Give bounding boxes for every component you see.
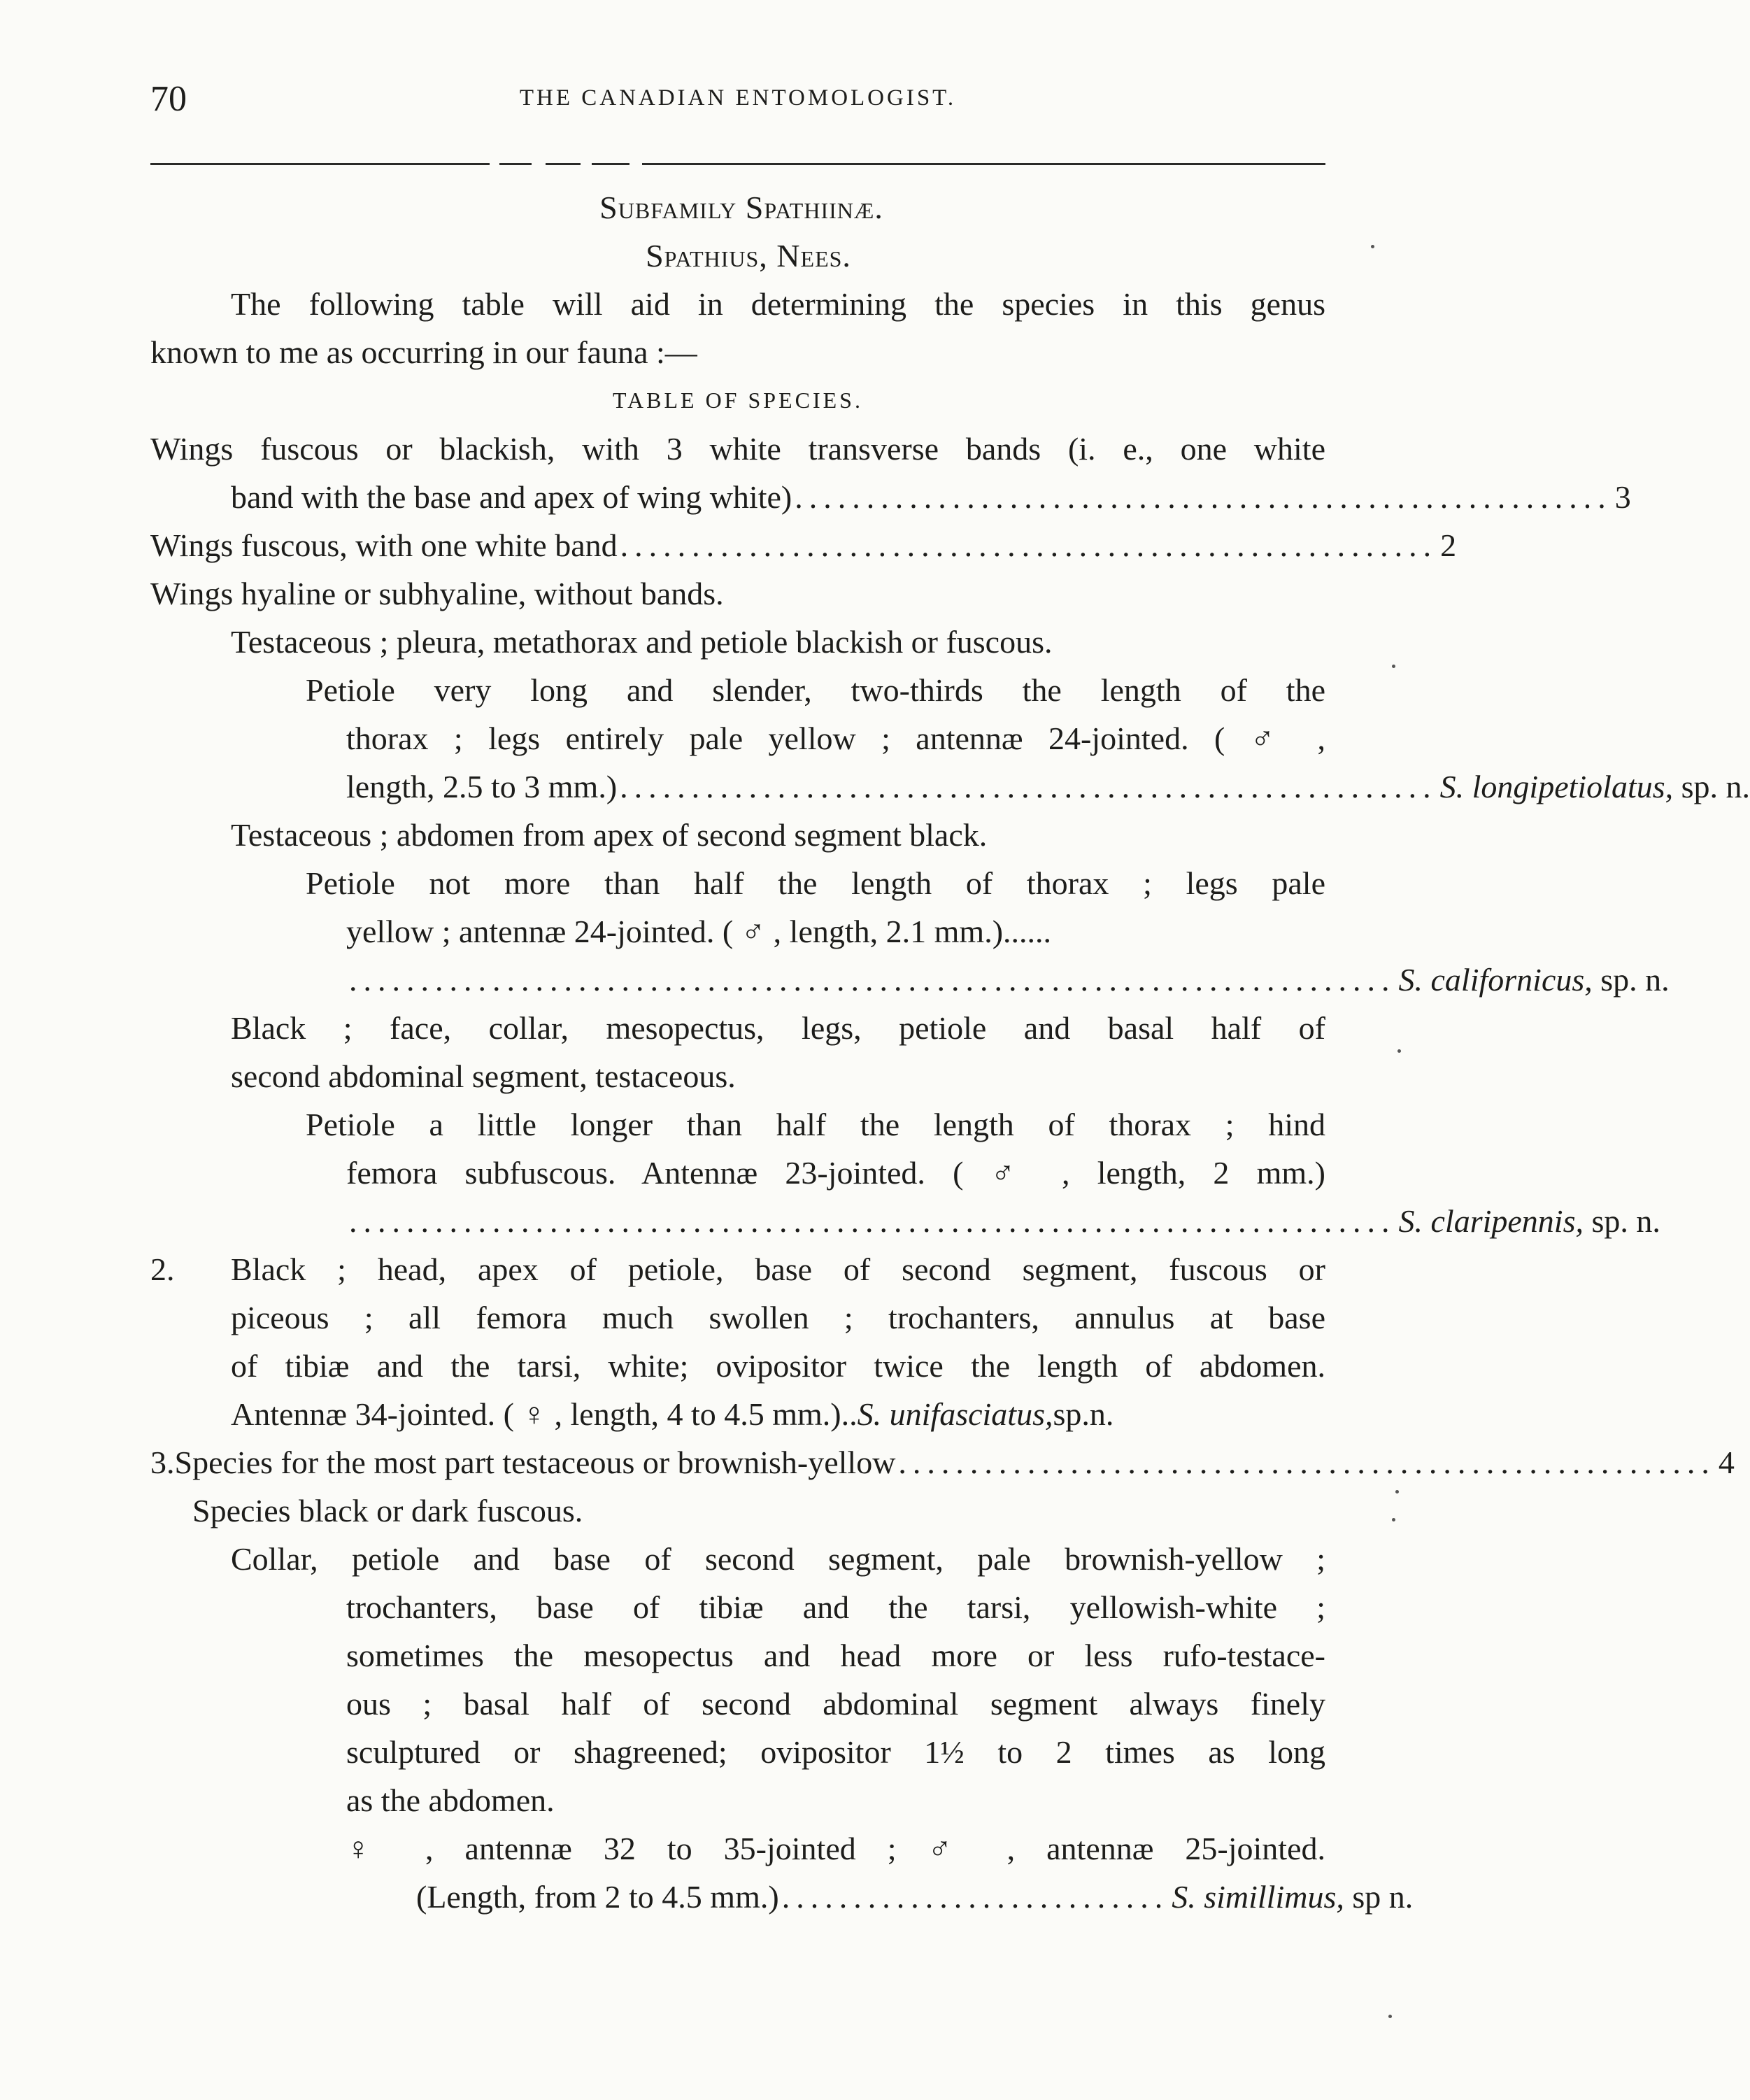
- key-entry: Wings hyaline or subhyaline, without bands.: [150, 576, 724, 611]
- key-entry: Petiole a little longer than half the length of thorax ; hind: [306, 1107, 1325, 1142]
- scan-speck: [1371, 245, 1374, 248]
- entry-text: Species for the most part testaceous or brownish-yellow: [174, 1445, 896, 1480]
- scan-speck: [1388, 2015, 1392, 2018]
- key-entry: piceous ; all femora much swollen ; trochanters, annulus at base: [231, 1300, 1325, 1335]
- genus-heading: Spathius, Nees.: [646, 238, 851, 274]
- header-rule: [150, 163, 1325, 165]
- entry-text: band with the base and apex of wing white): [231, 479, 792, 515]
- key-entry: Wings fuscous or blackish, with 3 white transverse bands (i. e., one white: [150, 431, 1325, 467]
- intro-line: known to me as occurring in our fauna :—: [150, 334, 697, 370]
- species-suffix: sp. n.: [1600, 962, 1670, 998]
- dot-leader: .........................................................: [795, 479, 1612, 515]
- key-entry: Species black or dark fuscous.: [192, 1493, 583, 1528]
- page-number: 70: [150, 79, 187, 119]
- key-entry: [150, 956, 1670, 1004]
- key-entry: [150, 1390, 1325, 1438]
- species-name: S. longipetiolatus,: [1439, 769, 1674, 804]
- species-name: S. californicus,: [1398, 962, 1593, 998]
- entry-text: length, 2.5 to 3 mm.): [346, 769, 618, 804]
- species-suffix: sp n.: [1352, 1879, 1414, 1915]
- rule-break: [581, 159, 592, 168]
- key-entry: Petiole very long and slender, two-thirds the length of the: [306, 672, 1325, 708]
- key-entry: [150, 1438, 1735, 1487]
- rule-break: [629, 159, 642, 168]
- key-entry: [150, 521, 1457, 569]
- dot-leader: .........................................................: [620, 527, 1438, 563]
- dot-leader: .........................................................: [898, 1445, 1716, 1480]
- species-name: S. claripennis,: [1398, 1203, 1584, 1239]
- key-entry: sometimes the mesopectus and head more or less rufo-testace-: [346, 1638, 1325, 1673]
- subfamily-heading: Subfamily Spathiinæ.: [599, 190, 883, 225]
- couplet-reference: 4: [1718, 1445, 1735, 1480]
- key-entry: femora subfuscous. Antennæ 23-jointed. ( ♂ , length, 2 mm.): [346, 1155, 1325, 1191]
- key-entry: of tibiæ and the tarsi, white; ovipositor twice the length of abdomen.: [231, 1348, 1325, 1384]
- table-title: TABLE OF SPECIES.: [613, 388, 863, 413]
- scan-speck: [1397, 1049, 1401, 1053]
- dot-leader: .........................................................: [620, 769, 1437, 804]
- entry-text: Wings fuscous, with one white band: [150, 527, 618, 563]
- couplet-reference: 3: [1614, 479, 1631, 515]
- key-entry: sculptured or shagreened; ovipositor 1½ to 2 times as long: [346, 1734, 1325, 1770]
- key-entry: [150, 473, 1631, 521]
- scan-speck: [1392, 665, 1395, 668]
- running-title: THE CANADIAN ENTOMOLOGIST.: [519, 85, 957, 111]
- key-entry: Collar, petiole and base of second segment, pale brownish-yellow ;: [231, 1541, 1325, 1577]
- species-name: S. simillimus,: [1172, 1879, 1344, 1915]
- key-entry: thorax ; legs entirely pale yellow ; antennæ 24-jointed. ( ♂ ,: [346, 721, 1325, 756]
- rule-break: [532, 159, 546, 168]
- couplet-number: 2.: [150, 1251, 175, 1287]
- intro-line: The following table will aid in determining the species in this genus: [231, 286, 1325, 322]
- key-entry: Testaceous ; pleura, metathorax and petiole blackish or fuscous.: [231, 624, 1053, 660]
- key-entry: as the abdomen.: [346, 1782, 555, 1818]
- species-name: S. unifasciatus,: [857, 1396, 1053, 1432]
- entry-text: (Length, from 2 to 4.5 mm.): [416, 1879, 779, 1915]
- scan-speck: [1395, 1490, 1399, 1494]
- dot-leader: .........................................................................: [349, 1203, 1396, 1239]
- couplet-number: 3.: [150, 1445, 175, 1480]
- entry-text: Antennæ 34-jointed. ( ♀ , length, 4 to 4.5 mm.)..: [231, 1396, 858, 1432]
- key-entry: [150, 1873, 1414, 1921]
- page-header: [150, 78, 1325, 127]
- rule-break: [490, 159, 499, 168]
- key-entry: Testaceous ; abdomen from apex of second segment black.: [231, 817, 988, 853]
- key-entry: trochanters, base of tibiæ and the tarsi, yellowish-white ;: [346, 1589, 1325, 1625]
- key-entry: yellow ; antennæ 24-jointed. ( ♂ , length, 2.1 mm.)......: [346, 914, 1052, 949]
- key-entry: ♀ , antennæ 32 to 35-jointed ; ♂ , antennæ 25-jointed.: [346, 1831, 1325, 1866]
- dot-leader: .........................................................................: [349, 962, 1396, 998]
- entry-text: Black ; head, apex of petiole, base of second segment, fuscous or: [231, 1251, 1325, 1287]
- species-suffix: sp. n.: [1681, 769, 1750, 804]
- dot-leader: ...........................: [781, 1879, 1169, 1915]
- key-entry: Petiole not more than half the length of thorax ; legs pale: [306, 865, 1325, 901]
- key-entry: [150, 1197, 1660, 1245]
- species-suffix: sp. n.: [1591, 1203, 1660, 1239]
- scan-speck: [1392, 1518, 1395, 1521]
- key-entry: Black ; face, collar, mesopectus, legs, petiole and basal half of: [231, 1010, 1325, 1046]
- key-entry: ous ; basal half of second abdominal segment always finely: [346, 1686, 1325, 1722]
- couplet-reference: 2: [1440, 527, 1457, 563]
- document-body: [150, 183, 1750, 1921]
- key-entry: [150, 762, 1750, 811]
- species-suffix: sp.n.: [1053, 1396, 1114, 1432]
- key-entry: [150, 1245, 1325, 1293]
- key-entry: second abdominal segment, testaceous.: [231, 1058, 736, 1094]
